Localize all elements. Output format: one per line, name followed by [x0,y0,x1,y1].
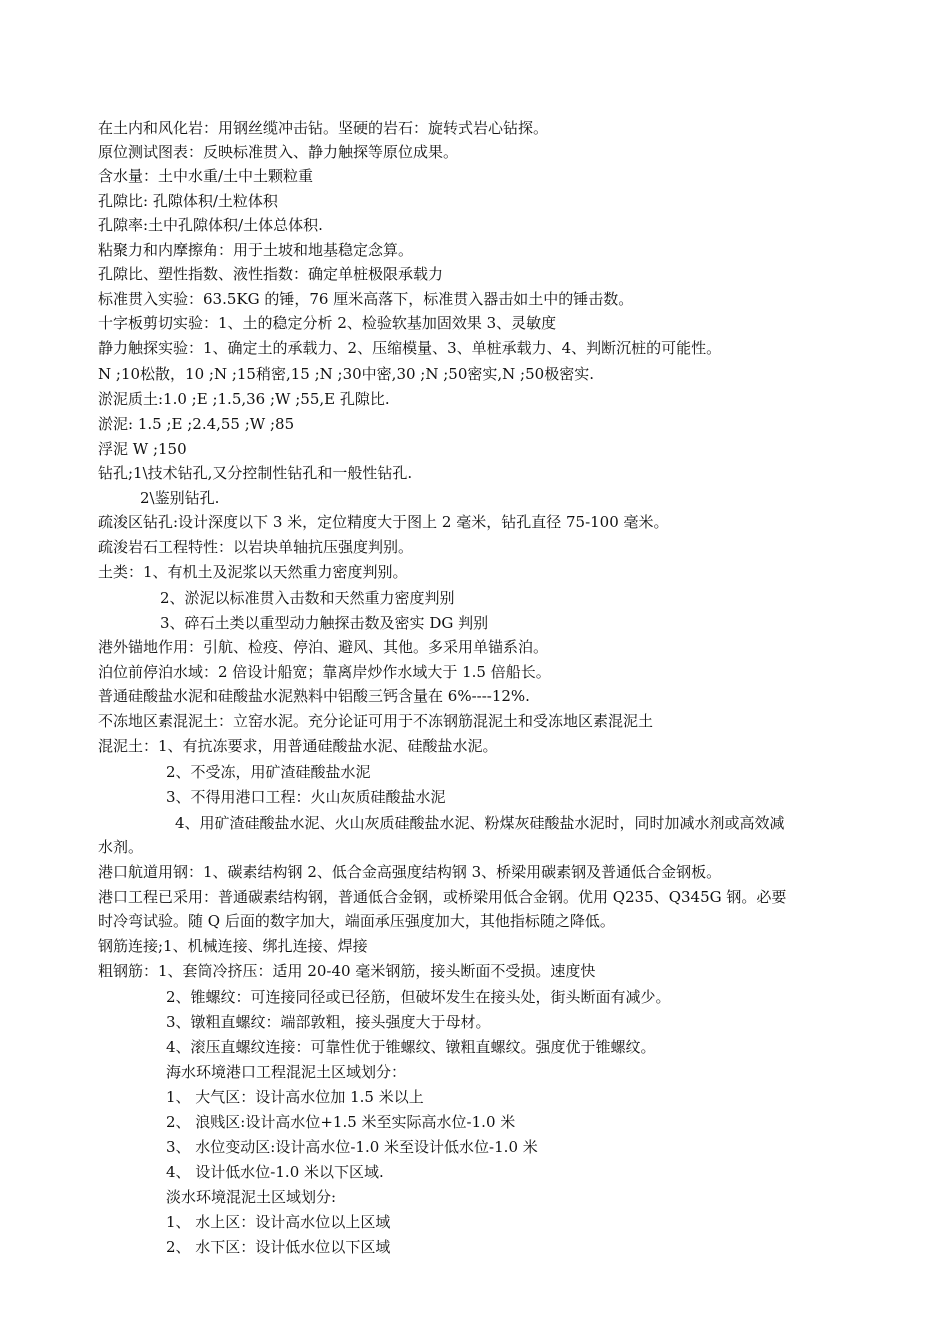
text-line: 十字板剪切实验：1、土的稳定分析 2、检验软基加固效果 3、灵敏度 [98,314,557,332]
text-line: 1、 水上区：设计高水位以上区域 [166,1213,391,1231]
text-line: 疏浚区钻孔:设计深度以下 3 米，定位精度大于图上 2 毫米，钻孔直径 75-100 毫米。 [98,513,669,531]
text-line: 2、 水下区：设计低水位以下区域 [166,1238,391,1256]
text-line: 混泥土：1、有抗冻要求，用普通硅酸盐水泥、硅酸盐水泥。 [98,737,498,755]
text-line: 普通硅酸盐水泥和硅酸盐水泥熟料中铝酸三钙含量在 6%----12%. [98,687,530,705]
text-line: 3、碎石土类以重型动力触探击数及密实 DG 判别 [160,614,489,632]
text-line: 孔隙比: 孔隙体积/土粒体积 [98,192,278,210]
text-line: 疏浚岩石工程特性：以岩块单轴抗压强度判别。 [98,538,414,556]
text-line: 3、 水位变动区:设计高水位-1.0 米至设计低水位-1.0 米 [166,1138,538,1156]
text-line: 水剂。 [98,838,144,856]
text-line: N ;10松散，10 ;N ;15稍密,15 ;N ;30中密,30 ;N ;50密实,N ;50极密实. [98,365,594,383]
text-line: 2\鉴别钻孔. [140,489,220,507]
text-line: 4、用矿渣硅酸盐水泥、火山灰质硅酸盐水泥、粉煤灰硅酸盐水泥时，同时加减水剂或高效减 [175,814,785,832]
text-line: 2、淤泥以标准贯入击数和天然重力密度判别 [160,589,455,607]
text-line: 港口航道用钢：1、碳素结构钢 2、低合金高强度结构钢 3、桥梁用碳素钢及普通低合金钢板。 [98,863,722,881]
text-line: 2、锥螺纹：可连接同径或已径筋，但破坏发生在接头处，街头断面有减少。 [166,988,671,1006]
text-line: 在土内和风化岩：用钢丝缆冲击钻。坚硬的岩石：旋转式岩心钻探。 [98,119,549,137]
text-line: 时冷弯试验。随 Q 后面的数字加大，端面承压强度加大，其他指标随之降低。 [98,912,615,930]
text-line: 含水量：土中水重/土中土颗粒重 [98,167,314,185]
text-line: 静力触探实验：1、确定土的承载力、2、压缩模量、3、单桩承载力、4、判断沉桩的可能性。 [98,339,722,357]
text-line: 4、 设计低水位-1.0 米以下区域. [166,1163,384,1181]
text-line: 淤泥质土:1.0 ;E ;1.5,36 ;W ;55,E 孔隙比. [98,390,390,408]
text-line: 1、 大气区：设计高水位加 1.5 米以上 [166,1088,424,1106]
text-line: 2、 浪贱区:设计高水位+1.5 米至实际高水位-1.0 米 [166,1113,516,1131]
text-line: 粗钢筋：1、套筒冷挤压：适用 20-40 毫米钢筋，接头断面不受损。速度快 [98,962,596,980]
text-line: 孔隙率:土中孔隙体积/土体总体积. [98,216,323,234]
text-line: 港外锚地作用：引航、检疫、停泊、避风、其他。多采用单锚系泊。 [98,638,549,656]
text-line: 不冻地区素混泥土：立窑水泥。充分论证可用于不冻钢筋混泥土和受冻地区素混泥土 [98,712,654,730]
text-line: 钢筋连接;1、机械连接、绑扎连接、焊接 [98,937,368,955]
text-line: 2、不受冻，用矿渣硅酸盐水泥 [166,763,371,781]
text-line: 土类：1、有机土及泥浆以天然重力密度判别。 [98,563,408,581]
text-line: 3、不得用港口工程：火山灰质硅酸盐水泥 [166,788,446,806]
text-line: 淡水环境混泥土区域划分: [166,1188,337,1206]
text-line: 3、镦粗直螺纹：端部敦粗，接头强度大于母材。 [166,1013,491,1031]
text-line: 孔隙比、塑性指数、液性指数：确定单桩极限承载力 [98,265,444,283]
text-line: 标准贯入实验：63.5KG 的锤，76 厘米高落下，标准贯入器击如土中的锤击数。 [98,290,634,308]
text-line: 钻孔;1\技术钻孔,又分控制性钻孔和一般性钻孔. [98,464,413,482]
text-line: 淤泥: 1.5 ;E ;2.4,55 ;W ;85 [98,415,295,433]
text-line: 泊位前停泊水域：2 倍设计船宽；靠离岸炒作水域大于 1.5 倍船长。 [98,663,551,681]
text-line: 原位测试图表：反映标准贯入、静力触探等原位成果。 [98,143,459,161]
text-line: 4、滚压直螺纹连接：可靠性优于锥螺纹、镦粗直螺纹。强度优于锥螺纹。 [166,1038,656,1056]
text-line: 粘聚力和内摩擦角：用于土坡和地基稳定念算。 [98,241,414,259]
text-line: 浮泥 W ;150 [98,440,187,458]
text-line: 港口工程已采用：普通碳素结构钢，普通低合金钢，或桥梁用低合金钢。优用 Q235、Q345G 钢。必要 [98,888,787,906]
text-line: 海水环境港口工程混泥土区域划分： [166,1063,407,1081]
